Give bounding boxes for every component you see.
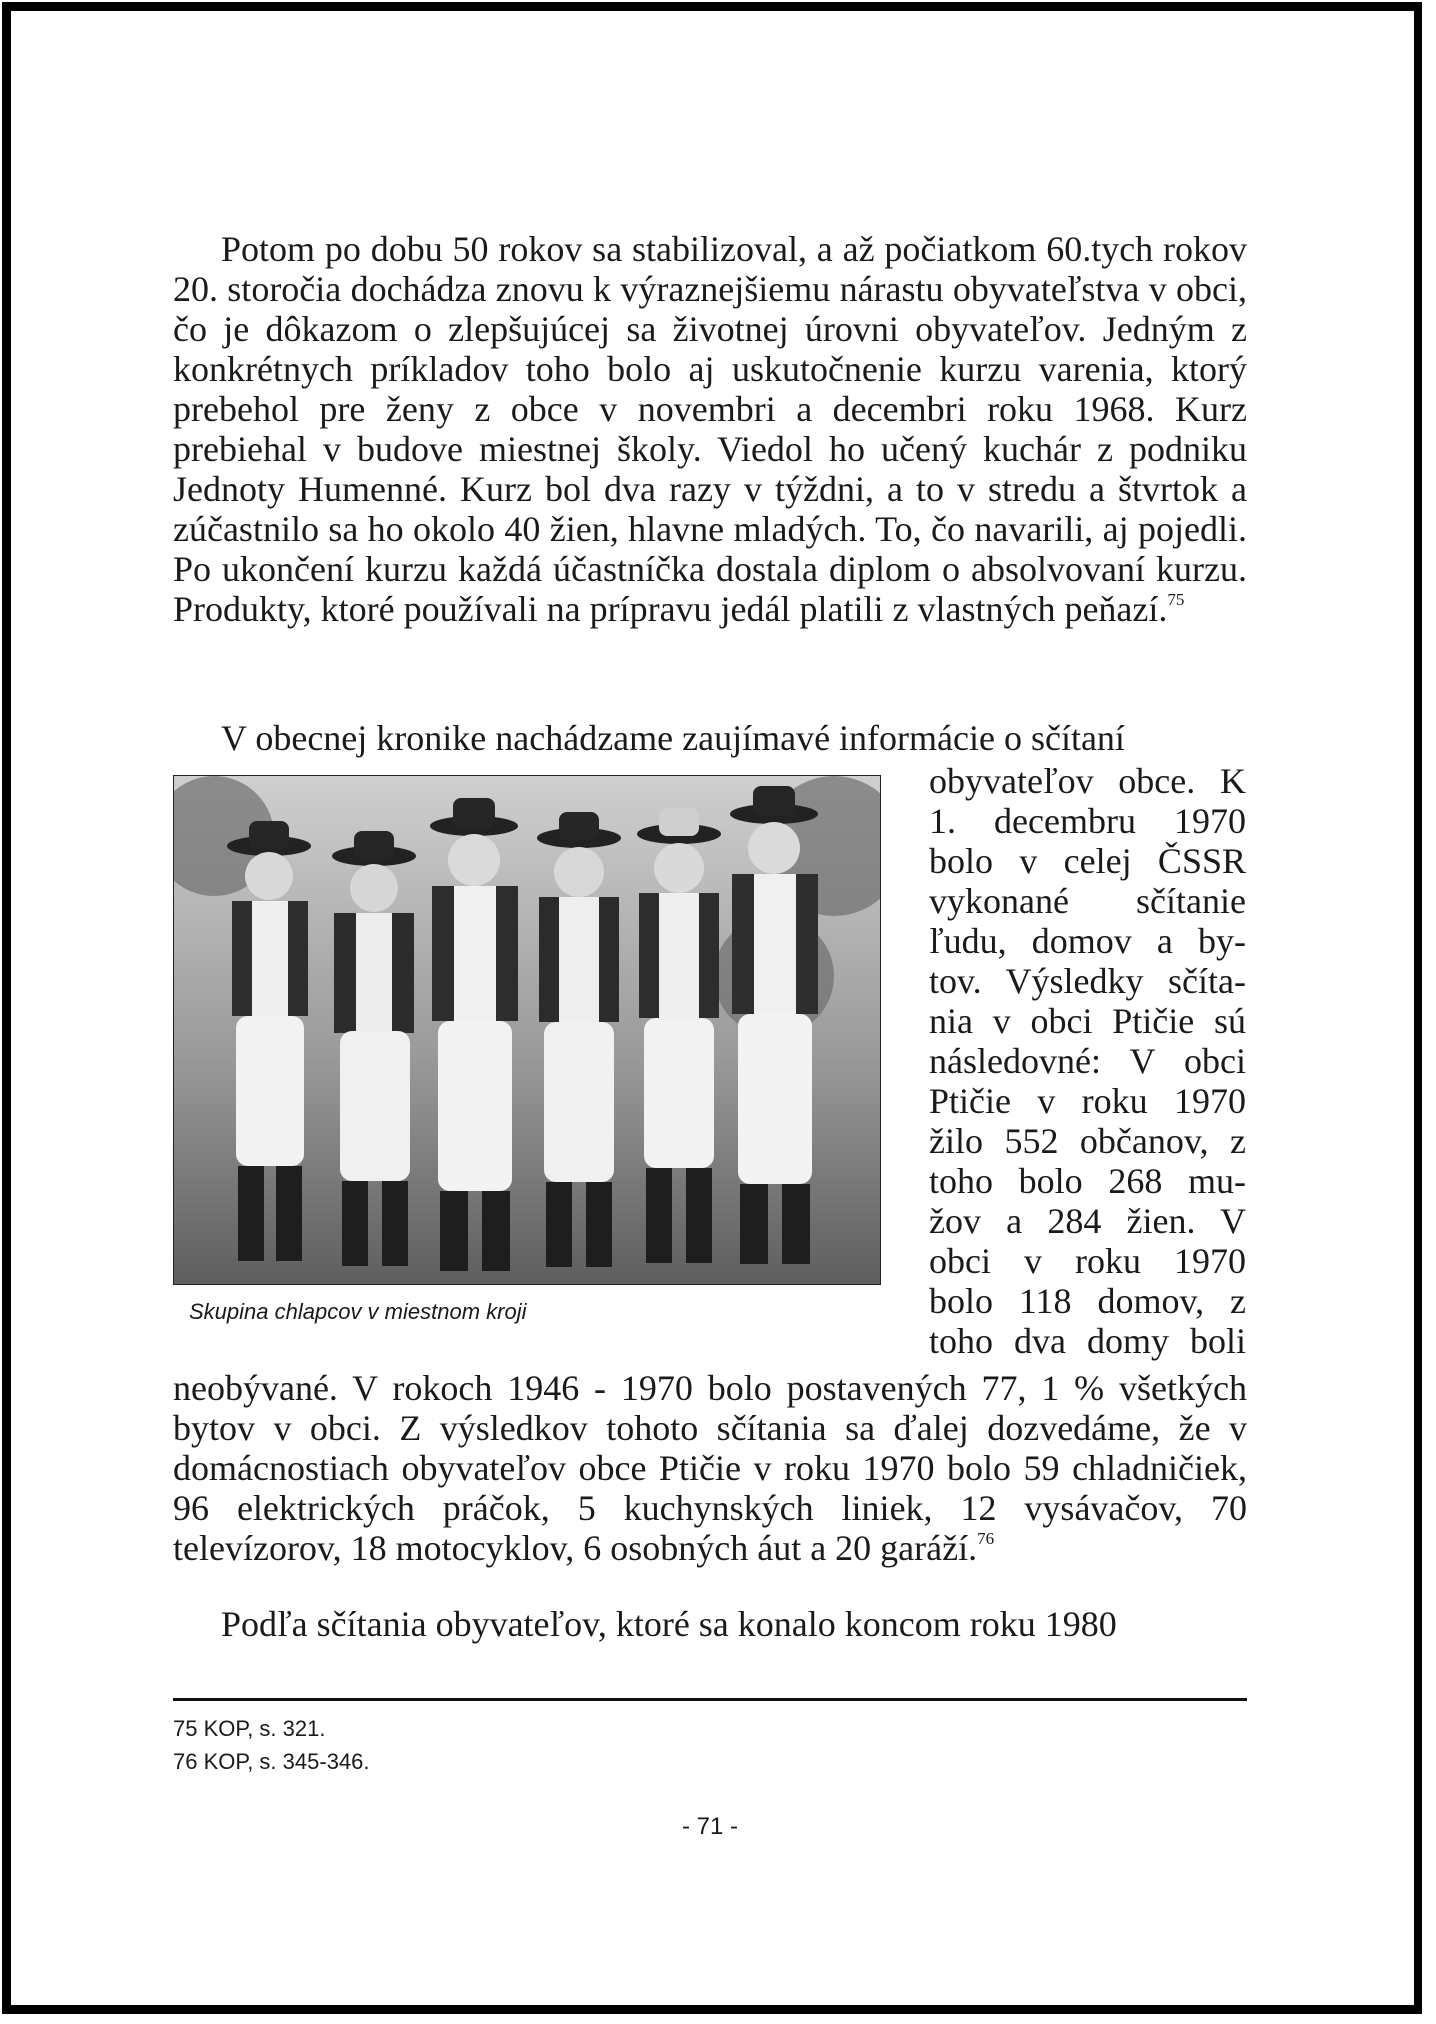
paragraph-2-continuation: neobývané. V rokoch 1946 - 1970 bolo postavených 77, 1 % všetkých bytov v obci. Z výsledkov tohoto sčítania sa ďalej dozvedáme, že v domácnostiach obyvateľov obce Ptičie v roku 1970 bolo 59 chladničiek, 96 elektrických práčok, 5 kuchynských liniek, 12 vysávačov, 70 televízorov, 18 motocyklov, 6 osobných áut a 20 garáží.$^{76}$: [173, 1368, 1247, 1568]
footnotes: [173, 1712, 370, 1778]
side-line: toho dva domy boli: [929, 1321, 1246, 1361]
page-number: - 71 -: [681, 1813, 738, 1840]
side-line: tov. Výsledky sčíta-: [929, 961, 1246, 1001]
side-line: žov a 284 žien. V: [929, 1201, 1246, 1241]
side-line: obci v roku 1970: [929, 1241, 1246, 1281]
paragraph-1: Potom po dobu 50 rokov sa stabilizoval, a až počiatkom 60.tych rokov 20. storočia dochádza znovu k výraznejšiemu nárastu obyvateľstva v obci, čo je dôkazom o zlepšujúcej sa životnej úrovni obyvateľov. Jedným z konkrétnych príkladov toho bolo aj uskutočnenie kurzu varenia, ktorý prebehol pre ženy z obce v novembri a decembri roku 1968. Kurz prebiehal v budove miestnej školy. Viedol ho učený kuchár z podniku Jednoty Humenné. Kurz bol dva razy v týždni, a to v stredu a štvrtok a zúčastnilo sa ho okolo 40 žien, hlavne mladých. To, čo navarili, aj pojedli. Po ukončení kurzu každá účastníčka dostala diplom o absolvovaní kurzu. Produkty, ktoré používali na prípravu jedál platili z vlastných peňazí.$^{75}$: [173, 229, 1247, 629]
side-line: bolo v celej ČSSR: [929, 841, 1246, 881]
side-line: bolo 118 domov, z: [929, 1281, 1246, 1321]
side-line: následovné: V obci: [929, 1041, 1246, 1081]
paragraph-2-intro: V obecnej kronike nachádzame zaujímavé informácie o sčítaní: [221, 718, 1125, 758]
side-line: nia v obci Ptičie sú: [929, 1001, 1246, 1041]
side-line: vykonané sčítanie: [929, 881, 1246, 921]
side-line: ľudu, domov a by-: [929, 921, 1246, 961]
footnote-76: 76 KOP, s. 345-346.: [173, 1749, 370, 1774]
side-line: žilo 552 občanov, z: [929, 1121, 1246, 1161]
side-line: 1. decembru 1970: [929, 801, 1246, 841]
paragraph-3: Podľa sčítania obyvateľov, ktoré sa konalo koncom roku 1980: [221, 1604, 1117, 1644]
paragraph-2-side-column: [929, 761, 1246, 1361]
photo-boys-in-folk-costume: [173, 775, 881, 1285]
side-line: toho bolo 268 mu-: [929, 1161, 1246, 1201]
footnote-ref-75: 75: [1167, 590, 1185, 609]
photo-caption: Skupina chlapcov v miestnom kroji: [189, 1299, 527, 1324]
footnote-divider: [173, 1698, 1247, 1701]
photo-figure: [173, 775, 879, 1325]
footnote-75: 75 KOP, s. 321.: [173, 1716, 326, 1741]
side-line: Ptičie v roku 1970: [929, 1081, 1246, 1121]
footnote-ref-76: 76: [977, 1529, 995, 1548]
side-line: obyvateľov obce. K: [929, 761, 1246, 801]
